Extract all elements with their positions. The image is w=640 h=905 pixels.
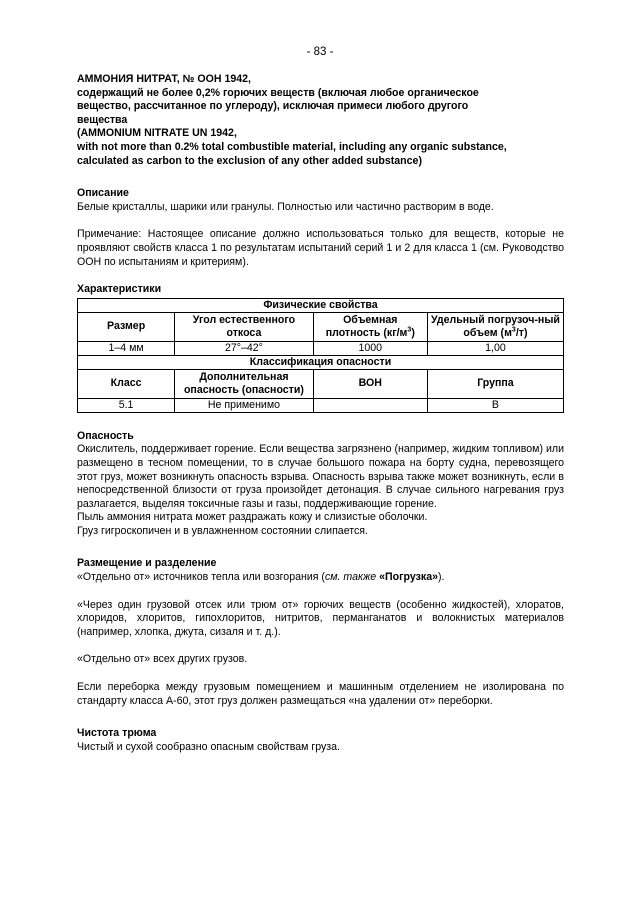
size-value: 1–4 мм [78,341,175,355]
physical-properties-header: Физические свойства [78,298,564,312]
density-value: 1000 [313,341,427,355]
stowage-paragraph: «Через один грузовой отсек или трюм от» горючих веществ (особенно жидкостей), хлоратов, хлоридов, хлоритов, гипохлоритов, нитритов, перманганатов и волокнистых материалов (например, хлопка, джута, сизаля и т. д.). [77,598,564,638]
loading-reference: «Погрузка» [379,571,438,584]
stowage-factor-value: 1,00 [427,341,563,355]
stowage-factor-label-end: /т) [515,326,528,339]
stowage-paragraph [77,571,564,585]
hazard-classification-header: Классификация опасности [78,355,564,369]
characteristics-heading: Характеристики [77,283,162,296]
title-line: содержащий не более 0,2% горючих веществ (включая любое органическое [77,86,479,99]
density-label-end: ) [411,326,415,339]
stowage-factor-column-header [427,312,563,341]
mhb-value [313,398,427,412]
hazard-paragraph: Груз гигроскопичен и в увлажненном состоянии слипается. [77,524,368,537]
density-column-header [313,312,427,341]
stowage-paragraph: Если переборка между грузовым помещением и машинным отделением не изолирована по стандарту класса А-60, этот груз должен размещаться «на удалении от» переборки. [77,681,564,707]
angle-value: 27°–42° [175,341,314,355]
angle-column-header: Угол естественного откоса [175,312,314,341]
stowage-factor-label: Удельный погрузоч-ный объем (м [430,313,560,339]
see-also-text: см. также [324,571,377,584]
description-heading: Описание [77,187,129,200]
stowage-heading: Размещение и разделение [77,557,217,570]
page-number: - 83 - [306,46,334,58]
description-text: Белые кристаллы, шарики или гранулы. Полностью или частично растворим в воде. [77,200,494,213]
mhb-column-header: ВОН [313,369,427,398]
title-line: (AMMONIUM NITRATE UN 1942, [77,127,237,140]
title-line: with not more than 0.2% total combustible material, including any organic substance, [77,140,507,153]
density-label: Объемная плотность (кг/м [325,313,408,339]
hazard-paragraph: Пыль аммония нитрата может раздражать кожу и слизистые оболочки. [77,511,428,524]
title-line: calculated as carbon to the exclusion of any other added substance) [77,154,422,167]
size-column-header: Размер [78,312,175,341]
hold-cleanliness-heading: Чистота трюма [77,727,157,740]
class-value: 5.1 [78,398,175,412]
description-note: Примечание: Настоящее описание должно использоваться только для веществ, которые не проявляют свойств класса 1 по результатам испытаний серий 1 и 2 для класса 1 (см. Руководство ООН по испытаниям и критериям). [77,228,564,268]
characteristics-table [77,298,564,413]
title-line: АММОНИЯ НИТРАТ, № ООН 1942, [77,73,251,85]
stowage-text-end: ). [437,571,445,584]
class-column-header: Класс [78,369,175,398]
stowage-text: «Отдельно от» источников тепла или возгорания ( [77,571,325,584]
document-body [77,73,564,754]
cargo-title [77,73,564,168]
hazard-paragraph: Окислитель, поддерживает горение. Если вещества загрязнено (например, жидким топливом) или размещено в тесном помещении, то в случае большого пожара на борту судна, перевозящего этот груз, может возникнуть опасность взрыва. Опасность взрыва также может возникнуть, если в непосредственной близости от груза произойдет детонация. В случае сильного нагревания груз разлагается, выделяя токсичные газы и газы, поддерживающие горение. [77,443,564,510]
stowage-unit-exponent: 3 [511,326,516,334]
group-column-header: Группа [427,369,563,398]
subsidiary-risk-column-header: Дополнительная опасность (опасности) [175,369,314,398]
title-line: вещества [77,113,128,126]
group-value: B [427,398,563,412]
hold-cleanliness-text: Чистый и сухой сообразно опасным свойствам груза. [77,740,340,753]
hazard-heading: Опасность [77,429,134,442]
stowage-paragraph: «Отдельно от» всех других грузов. [77,653,248,666]
subsidiary-risk-value: Не применимо [175,398,314,412]
density-unit-exponent: 3 [407,326,412,334]
title-line: вещество, рассчитанное по углероду), исключая примеси любого другого [77,100,469,113]
